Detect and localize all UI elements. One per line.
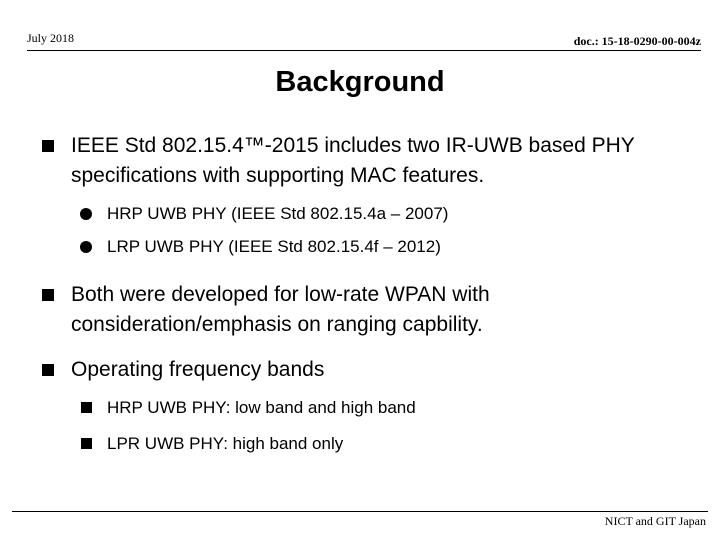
footer-author: NICT and GIT Japan [604, 514, 706, 528]
bullet-2 [42, 280, 690, 340]
header-divider [27, 50, 701, 51]
bullet-1 [42, 131, 690, 191]
header-doc-id: doc.: 15-18-0290-00-004z [573, 34, 701, 48]
footer-divider [12, 511, 708, 512]
bullet-1-text: IEEE Std 802.15.4™-2015 includes two IR-UWB based PHY specifications with supporting MAC features. [71, 134, 635, 187]
square-bullet-icon [42, 289, 54, 301]
square-bullet-icon [42, 140, 54, 152]
bullet-3-subitem-2 [78, 433, 690, 455]
header-date: July 2018 [27, 31, 75, 45]
slide-title: Background [275, 66, 445, 98]
subitem-text: LPR UWB PHY: high band only [107, 434, 344, 453]
bullet-3-subitem-1 [78, 397, 690, 419]
bullet-1-subitem-1 [78, 203, 690, 225]
subitem-text: HRP UWB PHY (IEEE Std 802.15.4a – 2007) [107, 204, 449, 223]
square-bullet-icon [81, 438, 92, 449]
round-bullet-icon [80, 208, 92, 220]
square-bullet-icon [42, 364, 54, 376]
square-bullet-icon [81, 402, 92, 413]
round-bullet-icon [80, 241, 92, 253]
bullet-2-text: Both were developed for low-rate WPAN with consideration/emphasis on ranging capbility. [71, 283, 490, 336]
subitem-text: LRP UWB PHY (IEEE Std 802.15.4f – 2012) [107, 237, 441, 256]
bullet-3-text: Operating frequency bands [71, 358, 325, 381]
bullet-3 [42, 355, 690, 385]
bullet-1-subitem-2 [78, 236, 690, 258]
subitem-text: HRP UWB PHY: low band and high band [107, 398, 416, 417]
